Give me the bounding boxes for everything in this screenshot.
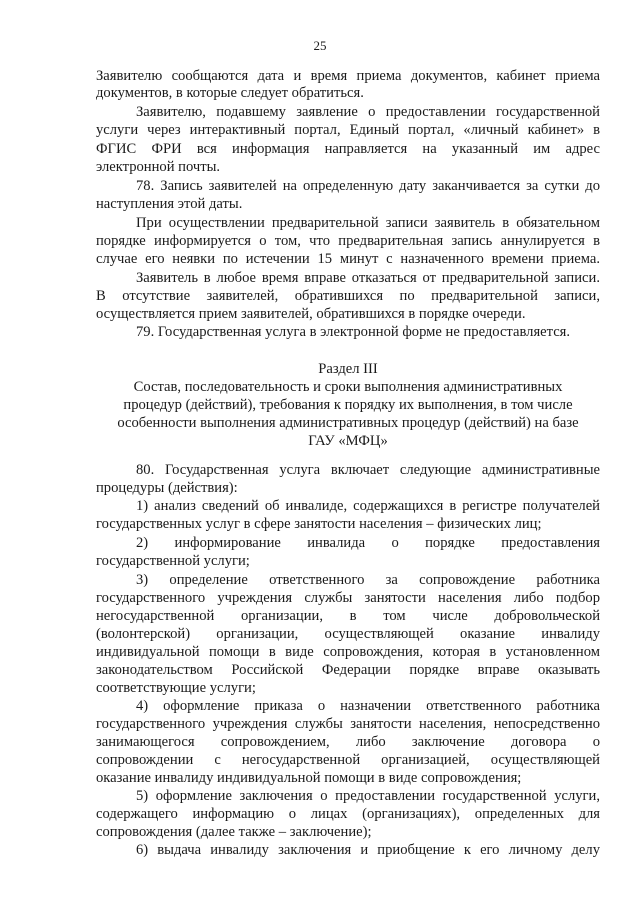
text-line: государственного учреждения службы занятости населения либо подбор bbox=[96, 590, 600, 606]
text-line: документов, в которые следует обратиться. bbox=[96, 85, 364, 101]
text-line: При осуществлении предварительной записи заявитель в обязательном bbox=[136, 215, 600, 231]
text-line: государственного учреждения службы занятости населения, непосредственно bbox=[96, 716, 600, 732]
text-line: случае его неявки по истечении 15 минут с назначенного времени приема. bbox=[96, 251, 600, 267]
text-line: Заявителю, подавшему заявление о предоставлении государственной bbox=[136, 104, 600, 120]
text-line: соответствующие услуги; bbox=[96, 680, 256, 696]
text-line: 80. Государственная услуга включает следующие административные bbox=[136, 462, 600, 478]
text-line: негосударственной организации, в том числе добровольческой bbox=[96, 608, 600, 624]
text-line: Состав, последовательность и сроки выполнения административных bbox=[133, 379, 563, 395]
text-line: сопровождения (далее также – заключение); bbox=[96, 824, 372, 840]
text-line: процедуры (действия): bbox=[96, 480, 238, 496]
text-line: 4) оформление приказа о назначении ответственного работника bbox=[136, 698, 600, 714]
text-line: (волонтерской) организации, осуществляющей оказание инвалиду bbox=[96, 626, 600, 642]
text-line: услуги через интерактивный портал, Единый портал, «личный кабинет» в bbox=[96, 122, 600, 138]
text-line: наступления этой даты. bbox=[96, 196, 243, 212]
text-line: В отсутствие заявителей, обратившихся по предварительной записи, bbox=[96, 288, 600, 304]
text-line: Заявителю сообщаются дата и время приема документов, кабинет приема bbox=[96, 68, 600, 84]
text-line: содержащего информацию о лицах (организациях), определенных для bbox=[96, 806, 600, 822]
text-line: оказание инвалиду индивидуальной помощи в виде сопровождения; bbox=[96, 770, 522, 786]
text-line: занимающегося сопровождением, либо заключение договора о bbox=[96, 734, 600, 750]
text-line: 2) информирование инвалида о порядке предоставления bbox=[136, 535, 600, 551]
text-line: 3) определение ответственного за сопровождение работника bbox=[136, 572, 600, 588]
text-line: ГАУ «МФЦ» bbox=[308, 433, 388, 449]
text-line: 5) оформление заключения о предоставлении государственной услуги, bbox=[136, 788, 600, 804]
text-line: Заявитель в любое время вправе отказаться от предварительной записи. bbox=[136, 270, 600, 286]
page-number: 25 bbox=[313, 38, 327, 53]
text-line: 79. Государственная услуга в электронной форме не предоставляется. bbox=[136, 324, 571, 340]
text-line: ФГИС ФРИ вся информация направляется на указанный им адрес bbox=[96, 141, 600, 157]
text-line: законодательством Российской Федерации порядке вправе оказывать bbox=[96, 662, 600, 678]
text-line: индивидуальной помощи в виде сопровождения, которая в установленном bbox=[96, 644, 600, 660]
text-line: особенности выполнения административных процедур (действий) на базе bbox=[117, 415, 579, 431]
text-line: порядке информируется о том, что предварительная запись аннулируется в bbox=[96, 233, 600, 249]
text-line: осуществляется прием заявителей, обратившихся в порядке очереди. bbox=[96, 306, 526, 322]
text-line: сопровождении с негосударственной организацией, осуществляющей bbox=[96, 752, 600, 768]
text-line: 6) выдача инвалиду заключения и приобщение к его личному делу bbox=[136, 842, 600, 858]
text-line: 78. Запись заявителей на определенную дату заканчивается за сутки до bbox=[136, 178, 600, 194]
text-line: Раздел III bbox=[318, 361, 378, 377]
text-line: 1) анализ сведений об инвалиде, содержащихся в регистре получателей bbox=[136, 498, 600, 514]
text-line: государственных услуг в сфере занятости населения – физических лиц; bbox=[96, 516, 542, 532]
text-line: процедур (действий), требования к порядку их выполнения, в том числе bbox=[123, 397, 573, 413]
text-line: электронной почты. bbox=[96, 159, 221, 175]
text-line: государственной услуги; bbox=[96, 553, 250, 569]
